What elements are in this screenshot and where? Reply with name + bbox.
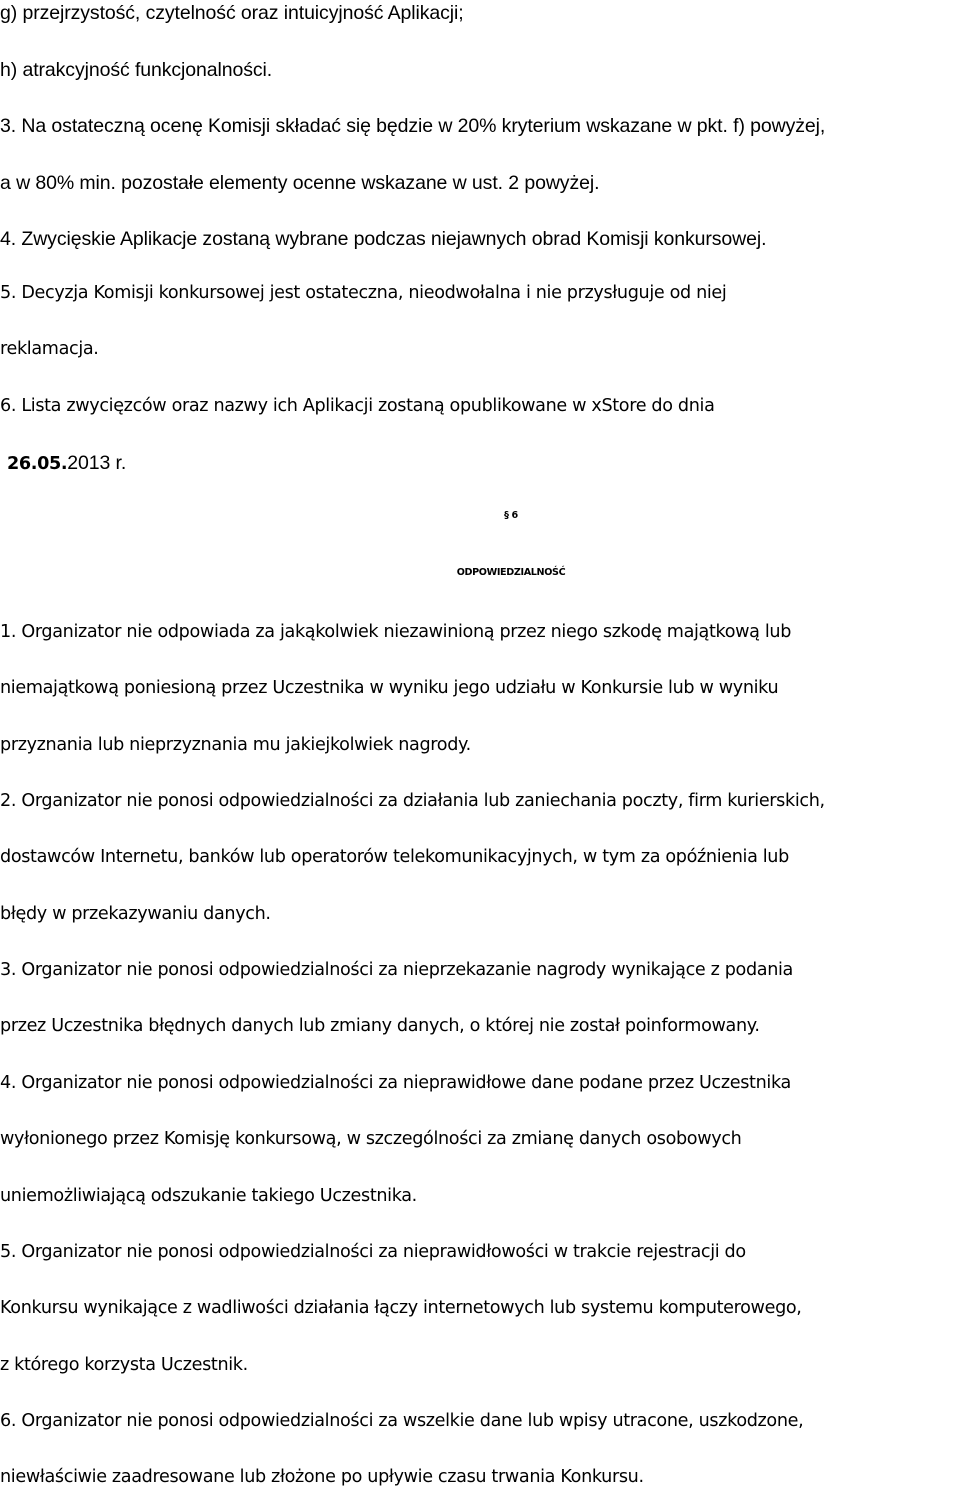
liability-5-line-1: 5. Organizator nie ponosi odpowiedzialności za nieprawidłowości w trakcie rejestracji do xyxy=(0,1242,746,1262)
paragraph-4: 4. Zwycięskie Aplikacje zostaną wybrane podczas niejawnych obrad Komisji konkursowej. xyxy=(0,228,767,250)
section-title: ODPOWIEDZIALNOŚĆ xyxy=(456,567,566,578)
section-number: § 6 xyxy=(504,510,518,521)
liability-1-line-2: niemajątkową poniesioną przez Uczestnika w wyniku jego udziału w Konkursie lub w wyniku xyxy=(0,678,779,698)
liability-1-line-3: przyznania lub nieprzyznania mu jakiejkolwiek nagrody. xyxy=(0,735,471,755)
liability-3-line-2: przez Uczestnika błędnych danych lub zmiany danych, o której nie został poinformowany. xyxy=(0,1016,760,1036)
date-bold: 26.05. xyxy=(7,454,68,474)
paragraph-3-line-1: 3. Na ostateczną ocenę Komisji składać się będzie w 20% kryterium wskazane w pkt. f) powyżej, xyxy=(0,115,826,137)
criterion-g: g) przejrzystość, czytelność oraz intuicyjność Aplikacji; xyxy=(0,2,464,24)
liability-1-line-1: 1. Organizator nie odpowiada za jakąkolwiek niezawinioną przez niego szkodę majątkową lub xyxy=(0,622,792,642)
liability-2-line-3: błędy w przekazywaniu danych. xyxy=(0,904,271,924)
liability-4-line-2: wyłonionego przez Komisję konkursową, w szczególności za zmianę danych osobowych xyxy=(0,1129,742,1149)
criterion-h: h) atrakcyjność funkcjonalności. xyxy=(0,59,273,81)
liability-6-line-1: 6. Organizator nie ponosi odpowiedzialności za wszelkie dane lub wpisy utracone, uszkodzone, xyxy=(0,1411,804,1431)
liability-5-line-3: z którego korzysta Uczestnik. xyxy=(0,1355,248,1375)
paragraph-6-line-1: 6. Lista zwycięzców oraz nazwy ich Aplikacji zostaną opublikowane w xStore do dnia xyxy=(0,396,715,416)
liability-2-line-1: 2. Organizator nie ponosi odpowiedzialności za działania lub zaniechania poczty, firm kurierskich, xyxy=(0,791,825,811)
liability-2-line-2: dostawców Internetu, banków lub operatorów telekomunikacyjnych, w tym za opóźnienia lub xyxy=(0,847,789,867)
date-regular: 2013 r. xyxy=(67,452,127,474)
liability-6-line-2: niewłaściwie zaadresowane lub złożone po upływie czasu trwania Konkursu. xyxy=(0,1467,644,1487)
liability-4-line-1: 4. Organizator nie ponosi odpowiedzialności za nieprawidłowe dane podane przez Uczestnika xyxy=(0,1073,791,1093)
paragraph-3-line-2: a w 80% min. pozostałe elementy ocenne wskazane w ust. 2 powyżej. xyxy=(0,172,600,194)
liability-3-line-1: 3. Organizator nie ponosi odpowiedzialności za nieprzekazanie nagrody wynikające z podania xyxy=(0,960,793,980)
paragraph-5-line-1: 5. Decyzja Komisji konkursowej jest ostateczna, nieodwołalna i nie przysługuje od niej xyxy=(0,283,727,303)
liability-5-line-2: Konkursu wynikające z wadliwości działania łączy internetowych lub systemu komputerowego, xyxy=(0,1298,802,1318)
publication-date xyxy=(7,454,126,474)
liability-4-line-3: uniemożliwiającą odszukanie takiego Uczestnika. xyxy=(0,1186,417,1206)
paragraph-5-line-2: reklamacja. xyxy=(0,339,99,359)
